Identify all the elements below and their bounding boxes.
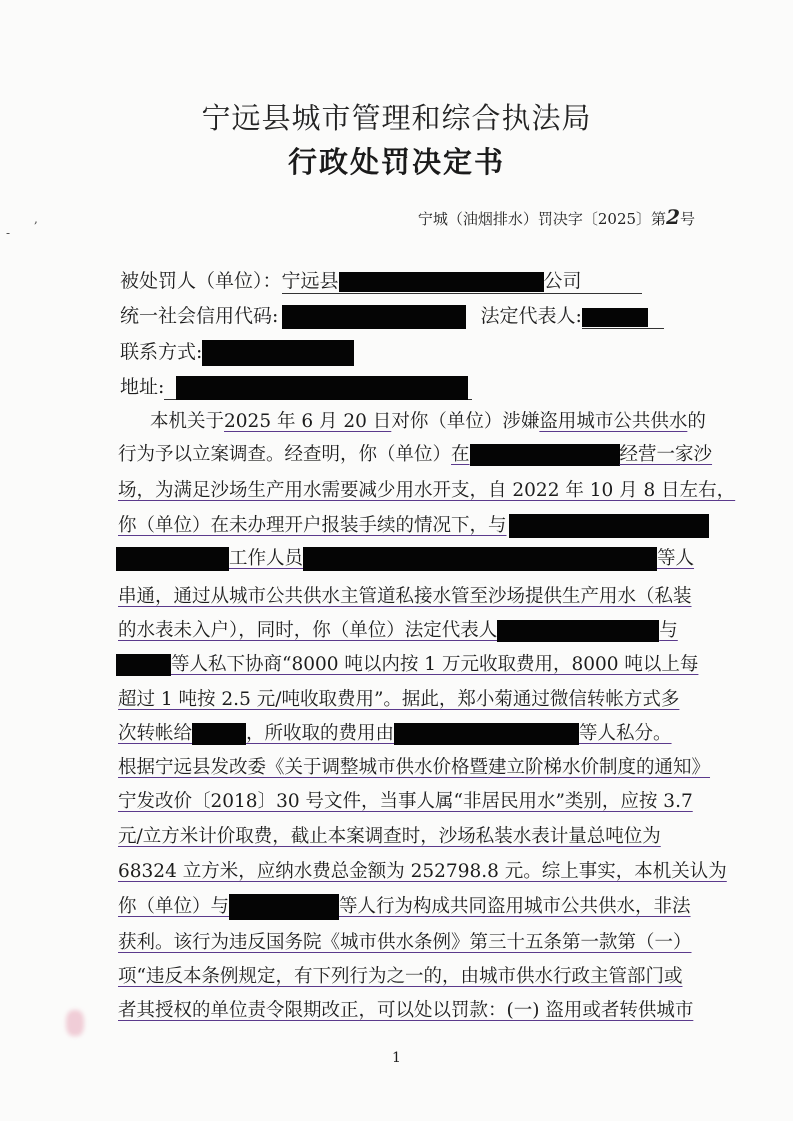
body-line xyxy=(118,616,678,642)
document-number-handwritten: 2 xyxy=(666,205,680,229)
body-line xyxy=(118,892,691,920)
document-title: 行政处罚决定书 xyxy=(287,145,505,179)
body-text: 的水表未入户），同时，你（单位）法定代表人 xyxy=(118,620,498,641)
body-line xyxy=(118,719,672,745)
body-line: 获利。该行为违反国务院《城市供水条例》第三十五条第一款第（一） xyxy=(118,932,692,953)
body-text: ，所收取的费用由 xyxy=(246,723,395,744)
document-number-prefix: 宁城（油烟排水）罚决字〔2025〕第 xyxy=(417,210,667,228)
body-line: 根据宁远县发改委《关于调整城市供水价格暨建立阶梯水价制度的通知》 xyxy=(118,757,711,778)
scan-mark: - xyxy=(6,226,11,240)
body-text: 的 xyxy=(687,411,706,432)
party-suffix: 公司 xyxy=(543,270,582,292)
redaction-bar xyxy=(509,514,709,538)
redaction-bar xyxy=(582,308,648,327)
body-line: 者其授权的单位责令限期改正，可以处以罚款：(一) 盗用或者转供城市 xyxy=(118,1000,694,1021)
body-line xyxy=(116,544,694,571)
redaction-bar xyxy=(470,444,620,466)
contact-row xyxy=(120,337,354,366)
body-line xyxy=(118,440,712,466)
body-line: 项“违反本条例规定，有下列行为之一的，由城市供水行政主管部门或 xyxy=(118,966,683,987)
body-text: 次转帐给 xyxy=(118,723,193,744)
legal-rep-label: 法定代表人: xyxy=(480,305,582,327)
redaction-bar xyxy=(192,723,246,745)
redaction-bar xyxy=(202,340,354,366)
body-text: 工作人员 xyxy=(229,548,304,569)
body-line: 元/立方米计价取费，截止本案调查时，沙场私装水表计量总吨位为 xyxy=(118,826,661,847)
body-text: 你（单位）与 xyxy=(118,896,230,917)
body-text: 经营一家沙 xyxy=(619,444,713,465)
party-label: 被处罚人（单位）： xyxy=(120,270,282,292)
body-text: 等人私分。 xyxy=(579,723,672,744)
redaction-bar xyxy=(176,376,468,400)
body-text: 等人 xyxy=(657,548,695,569)
redaction-bar xyxy=(282,305,466,329)
redaction-bar xyxy=(303,547,657,571)
document-number xyxy=(418,205,695,229)
credit-code-label: 统一社会信用代码: xyxy=(120,305,279,327)
body-text: 对你（单位）涉嫌 xyxy=(391,411,540,432)
legal-rep-value xyxy=(582,305,664,329)
scan-mark: , xyxy=(34,212,38,226)
redaction-bar xyxy=(116,654,171,676)
address-row xyxy=(120,372,472,400)
party-value xyxy=(282,270,642,294)
contact-label: 联系方式: xyxy=(120,341,203,363)
credit-code-row xyxy=(120,301,664,329)
body-line xyxy=(118,511,709,538)
body-line: 场，为满足沙场生产用水需要减少用水开支，自 2022 年 10 月 8 日左右， xyxy=(118,480,736,501)
redaction-bar xyxy=(497,620,659,642)
agency-title: 宁远县城市管理和综合执法局 xyxy=(201,101,592,135)
body-text: 在 xyxy=(451,444,470,465)
body-line: 超过 1 吨按 2.5 元/吨收取费用”。据此，郑小菊通过微信转帐方式多 xyxy=(118,689,680,710)
address-value xyxy=(164,376,472,400)
body-text: 等人行为构成共同盗用城市公共供水，非法 xyxy=(339,896,691,917)
date-text: 2025 年 6 月 20 日 xyxy=(224,411,392,432)
body-text: 等人私下协商“8000 吨以内按 1 万元收取费用，8000 吨以上每 xyxy=(171,654,699,675)
body-line: 串通，通过从城市公共供水主管道私接水管至沙场提供生产用水（私装 xyxy=(118,586,692,607)
body-text: 行为予以立案调查。经查明，你（单位） xyxy=(118,444,452,465)
redaction-bar xyxy=(339,272,544,292)
address-label: 地址: xyxy=(120,376,165,398)
page-number: 1 xyxy=(392,1050,401,1066)
body-line: 宁发改价〔2018〕30 号文件，当事人属“非居民用水”类别，应按 3.7 xyxy=(118,791,693,812)
scan-stain xyxy=(66,1010,84,1036)
body-text: 你（单位）在未办理开户报装手续的情况下，与 xyxy=(118,515,507,536)
body-text: 与 xyxy=(659,620,678,641)
body-line xyxy=(150,407,706,433)
document-number-suffix: 号 xyxy=(679,210,695,228)
party-prefix: 宁远县 xyxy=(281,270,339,292)
redaction-bar xyxy=(229,894,339,920)
violation-text: 盗用城市公共供水 xyxy=(539,411,688,432)
body-line: 68324 立方米，应纳水费总金额为 252798.8 元。综上事实，本机关认为 xyxy=(118,861,727,882)
body-text: 本机关于 xyxy=(150,411,225,432)
party-row xyxy=(120,266,642,293)
body-line xyxy=(116,650,698,676)
redaction-bar xyxy=(394,723,579,745)
redaction-bar xyxy=(116,547,229,571)
